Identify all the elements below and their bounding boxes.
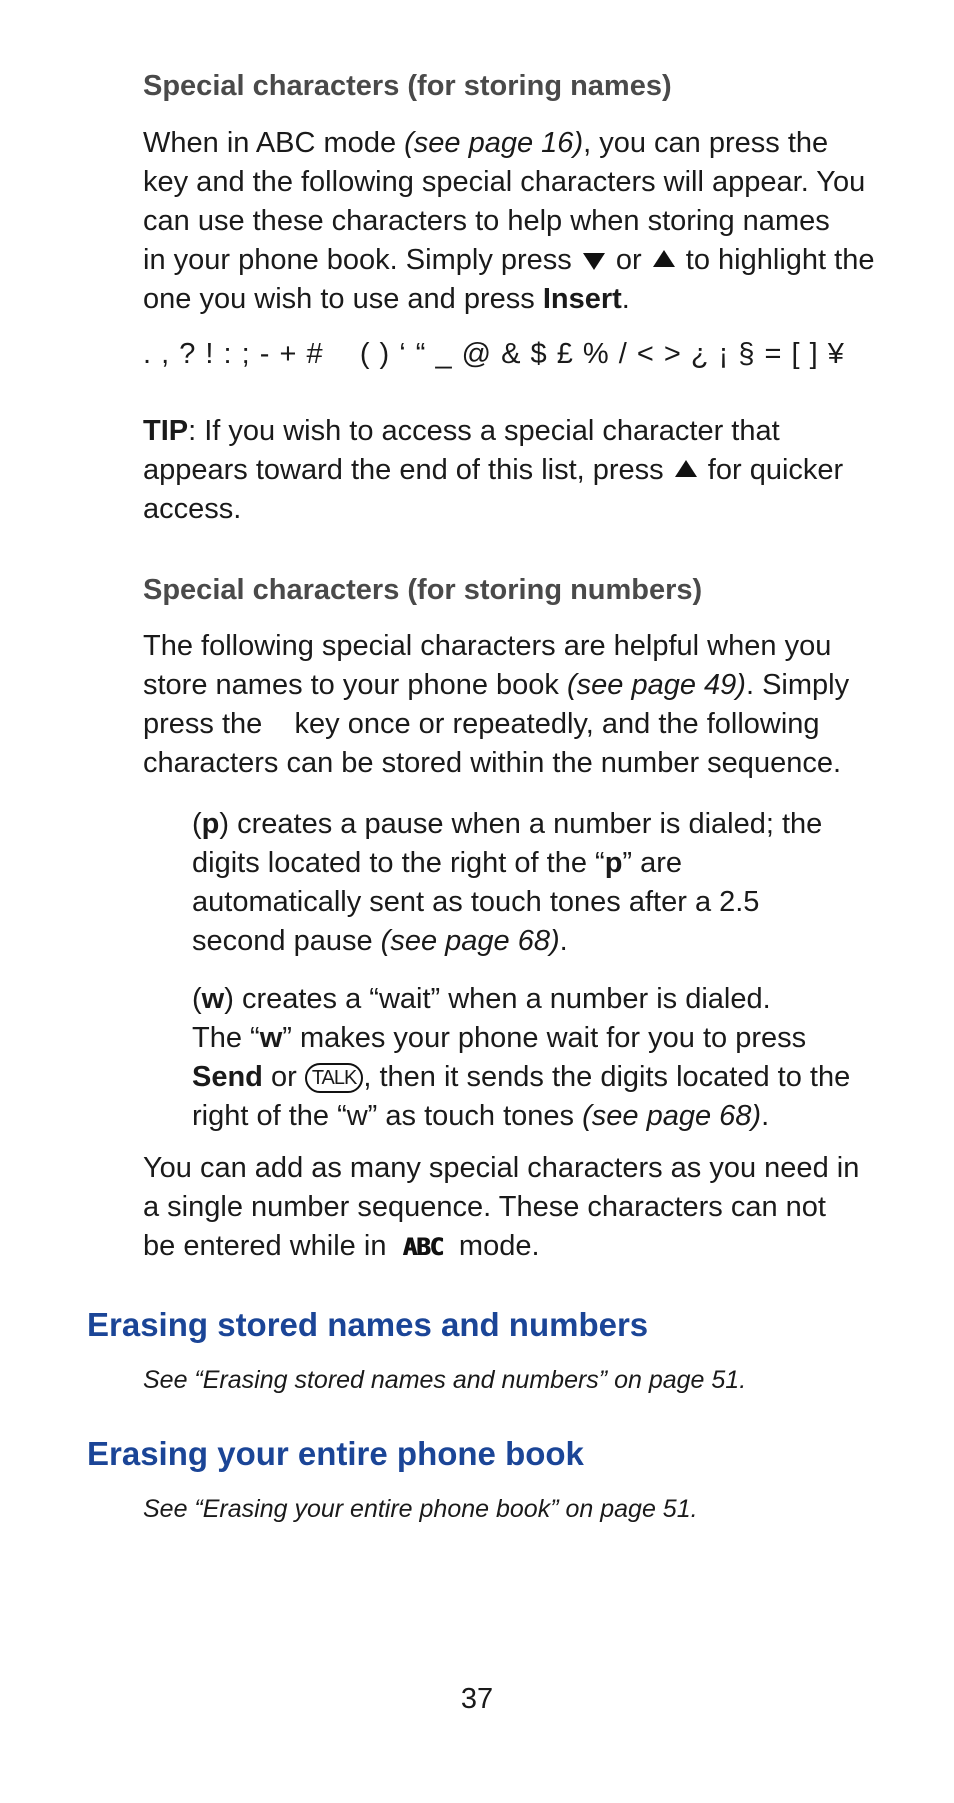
subheading-special-chars-names: Special characters (for storing names) (143, 70, 672, 102)
talk-key-icon: TALK (305, 1063, 364, 1093)
cross-reference-erasing-phone-book: See “Erasing your entire phone book” on page 51. (143, 1495, 698, 1523)
tip-paragraph: TIP: If you wish to access a special character that appears toward the end of this list, press for quicker access. (143, 415, 844, 525)
paragraph-number-chars: The following special characters are helpful when you store names to your phone book (see page 49). Simply press the key once or repeatedly, and the following characters can be stored within the number sequence. (143, 630, 850, 779)
tip-label: TIP (143, 415, 189, 447)
scroll-up-icon (675, 460, 697, 477)
insert-key-label: Insert (542, 283, 622, 315)
paragraph-add-chars: You can add as many special characters as you need in a single number sequence. These characters can not be entered while in ABC mode. (143, 1149, 903, 1267)
send-key-label: Send (192, 1061, 263, 1093)
special-characters-list: . , ? ! : ; - + # ( ) ‘ “ _ @ & $ £ % / < > ¿ ¡ § = [ ] ¥ (143, 338, 845, 370)
scroll-down-icon (583, 253, 605, 270)
abc-mode-icon: ABC (403, 1228, 443, 1267)
wait-char-paragraph: (w) creates a “wait” when a number is dialed. The “w” makes your phone wait for you to press Send or TALK , then it sends the digits located to the right of the “w” as touch tones (see page 68). (192, 983, 851, 1132)
paragraph-abc-mode: When in ABC mode (see page 16), you can press the key and the following special characters will appear. You can use these characters to help when storing names in your phone book. Simply press or to highlight the one you wish to use and press Insert. (143, 127, 875, 315)
heading-erasing-phone-book: Erasing your entire phone book (87, 1435, 584, 1472)
scroll-up-icon (653, 250, 675, 267)
heading-erasing-stored: Erasing stored names and numbers (87, 1306, 649, 1343)
pause-char-paragraph: (p) creates a pause when a number is dialed; the digits located to the right of the “p” are automatically sent as touch tones after a 2.5 second pause (see page 68). (192, 808, 823, 957)
cross-reference-erasing-stored: See “Erasing stored names and numbers” on page 51. (143, 1366, 747, 1394)
subheading-special-chars-numbers: Special characters (for storing numbers) (143, 574, 703, 606)
page-number: 37 (460, 1683, 494, 1715)
